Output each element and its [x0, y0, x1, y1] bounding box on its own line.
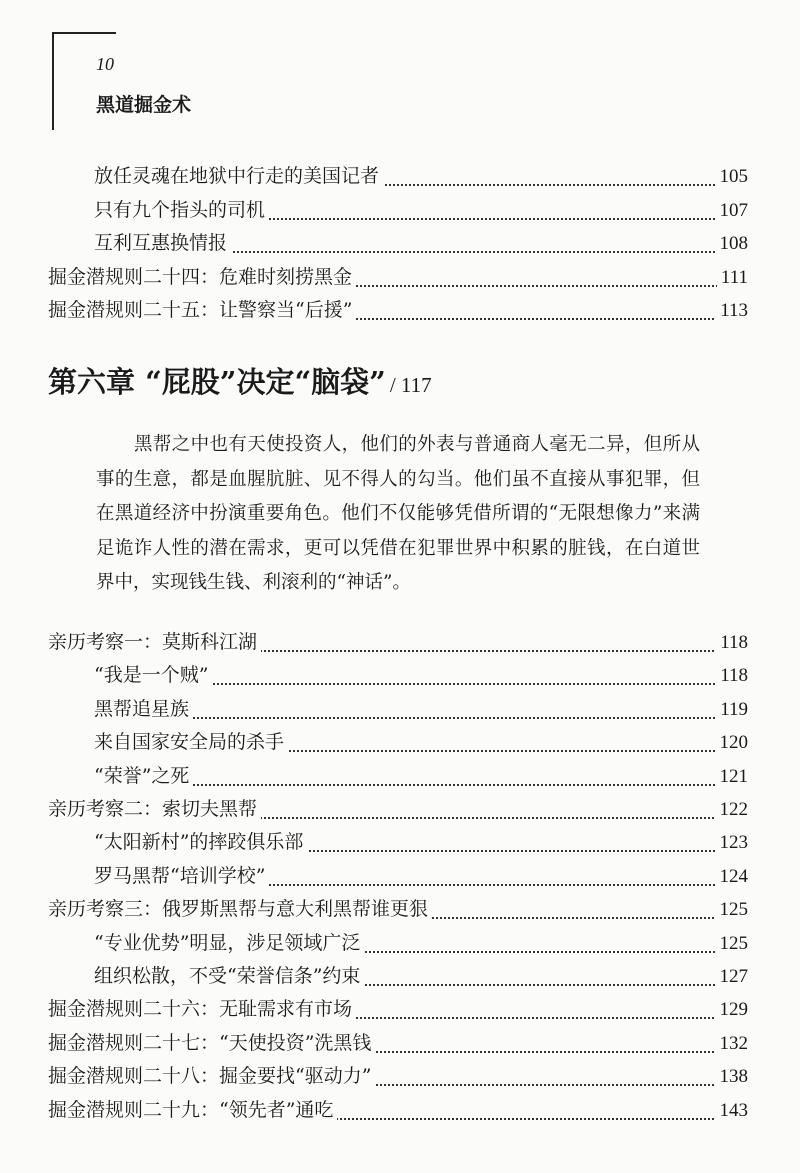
- toc-entry-page: 120: [716, 732, 749, 754]
- toc-entry: [0, 630, 800, 660]
- toc-entry: [0, 730, 800, 760]
- toc-entry: [0, 830, 800, 860]
- toc-entry: [0, 764, 800, 794]
- toc-entry-title: 掘金潜规则二十九：“领先者”通吃: [48, 1095, 337, 1122]
- toc-entry: [0, 864, 800, 894]
- chapter-heading: [48, 360, 432, 401]
- toc-entry: [0, 697, 800, 727]
- toc-entry-page: 132: [716, 1033, 749, 1055]
- toc-entry-title: “我是一个贼”: [94, 660, 212, 687]
- toc-entry-title: 组织松散，不受“荣誉信条”约束: [94, 961, 364, 988]
- toc-entry-title: 亲历考察三：俄罗斯黑帮与意大利黑帮谁更狠: [48, 894, 432, 921]
- toc-entry-page: 125: [716, 899, 749, 921]
- toc-entry-title: 掘金潜规则二十六：无耻需求有市场: [48, 994, 356, 1021]
- toc-entry: [0, 663, 800, 693]
- toc-entry-title: 掘金潜规则二十七：“天使投资”洗黑钱: [48, 1028, 375, 1055]
- toc-entry-page: 123: [716, 832, 749, 854]
- toc-entry: [0, 1031, 800, 1061]
- toc-entry-page: 143: [716, 1100, 749, 1122]
- book-title: 黑道掘金术: [96, 94, 192, 116]
- toc-entry-title: 互利互惠换情报: [94, 228, 231, 255]
- toc-entry-title: 黑帮追星族: [94, 694, 193, 721]
- toc-entry-page: 113: [716, 300, 748, 322]
- toc-entry-title: 掘金潜规则二十四：危难时刻捞黑金: [48, 262, 356, 289]
- chapter-page: / 117: [389, 373, 432, 397]
- toc-entry-page: 108: [716, 233, 749, 255]
- toc-entry-title: “荣誉”之死: [94, 761, 193, 788]
- toc-entry: [0, 897, 800, 927]
- toc-entry: [0, 964, 800, 994]
- toc-entry: [0, 231, 800, 261]
- toc-entry-page: 118: [716, 665, 748, 687]
- toc-entry-page: 125: [716, 933, 749, 955]
- chapter-summary: 黑帮之中也有天使投资人，他们的外表与普通商人毫无二异，但所从事的生意，都是血腥肮脏、见不得人的勾当。他们虽不直接从事犯罪，但在黑道经济中扮演重要角色。他们不仅能够凭借所谓的“无限想像力”来满足诡诈人性的潜在需求，更可以凭借在犯罪世界中积累的脏钱，在白道世界中，实现钱生钱、利滚利的“神话”。: [96, 434, 700, 593]
- toc-entry-title: 亲历考察一：莫斯科江湖: [48, 627, 261, 654]
- toc-entry-page: 118: [716, 632, 748, 654]
- toc-entry: [0, 1064, 800, 1094]
- chapter-title: 第六章 “屁股”决定“脑袋”: [48, 365, 386, 399]
- toc-entry-page: 127: [716, 966, 749, 988]
- toc-entry: [0, 298, 800, 328]
- toc-entry-page: 122: [716, 799, 749, 821]
- toc-entry-page: 129: [716, 999, 749, 1021]
- toc-entry: [0, 1098, 800, 1128]
- toc-entry-title: 掘金潜规则二十五：让警察当“后援”: [48, 295, 356, 322]
- toc-entry: [0, 997, 800, 1027]
- toc-entry: [0, 164, 800, 194]
- toc-entry-title: “太阳新村”的摔跤俱乐部: [94, 827, 307, 854]
- toc-entry-page: 124: [716, 866, 749, 888]
- toc-entry-title: 罗马黑帮“培训学校”: [94, 861, 269, 888]
- toc-entry-title: 来自国家安全局的杀手: [94, 727, 288, 754]
- toc-entry-page: 121: [716, 766, 749, 788]
- toc-entry: [0, 198, 800, 228]
- toc-entry-page: 138: [716, 1066, 749, 1088]
- toc-entry-page: 105: [716, 166, 749, 188]
- toc-entry-title: 只有九个指头的司机: [94, 195, 269, 222]
- toc-entry-title: 掘金潜规则二十八：掘金要找“驱动力”: [48, 1061, 375, 1088]
- toc-entry: [0, 265, 800, 295]
- toc-entry-title: 亲历考察二：索切夫黑帮: [48, 794, 261, 821]
- toc-entry-page: 107: [716, 200, 749, 222]
- toc-entry-title: 放任灵魂在地狱中行走的美国记者: [94, 161, 383, 188]
- page-number: 10: [96, 54, 114, 74]
- toc-entry: [0, 931, 800, 961]
- toc-entry-title: “专业优势”明显，涉足领域广泛: [94, 928, 364, 955]
- toc-entry-page: 119: [716, 699, 748, 721]
- toc-entry-page: 111: [717, 267, 748, 289]
- toc-entry: [0, 797, 800, 827]
